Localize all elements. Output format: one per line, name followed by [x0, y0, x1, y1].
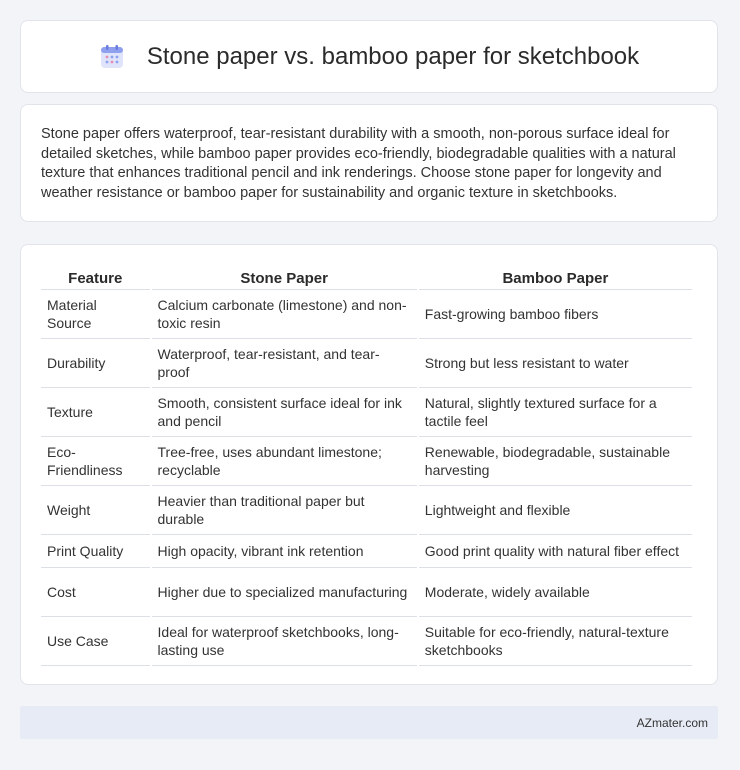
summary-text: Stone paper offers waterproof, tear-resistant durability with a smooth, non-porous surface ideal for detailed sketches, while bamboo paper provides eco-friendly, biodegradable qualities with a natural texture that enhances traditional pencil and ink renderings. Choose stone paper for longevity and weather resistance or bamboo paper for sustainability and organic texture in sketchbooks. — [41, 126, 676, 201]
stone-cell: Higher due to specialized manufacturing — [152, 568, 417, 617]
table-row — [41, 535, 692, 568]
bamboo-cell: Renewable, biodegradable, sustainable harvesting — [419, 437, 692, 486]
feature-cell: Eco-Friendliness — [41, 437, 150, 486]
table-row — [41, 339, 692, 388]
stone-cell: Smooth, consistent surface ideal for ink and pencil — [152, 388, 417, 437]
table-row — [41, 388, 692, 437]
stone-cell: Heavier than traditional paper but durable — [152, 486, 417, 535]
summary-card — [20, 104, 718, 222]
table-row — [41, 568, 692, 617]
bamboo-cell: Natural, slightly textured surface for a tactile feel — [419, 388, 692, 437]
footer-bar — [20, 706, 718, 739]
comparison-table — [39, 265, 694, 666]
header-feature: Feature — [41, 265, 150, 290]
table-row — [41, 437, 692, 486]
feature-cell: Cost — [41, 568, 150, 617]
bamboo-cell: Fast-growing bamboo fibers — [419, 290, 692, 339]
header-stone-paper: Stone Paper — [152, 265, 417, 290]
table-row — [41, 486, 692, 535]
table-row — [41, 617, 692, 666]
feature-cell: Print Quality — [41, 535, 150, 568]
header-bamboo-paper: Bamboo Paper — [419, 265, 692, 290]
bamboo-cell: Suitable for eco-friendly, natural-texture sketchbooks — [419, 617, 692, 666]
comparison-table-card — [20, 244, 718, 685]
stone-cell: High opacity, vibrant ink retention — [152, 535, 417, 568]
bamboo-cell: Strong but less resistant to water — [419, 339, 692, 388]
stone-cell: Tree-free, uses abundant limestone; recyclable — [152, 437, 417, 486]
bamboo-cell: Good print quality with natural fiber effect — [419, 535, 692, 568]
feature-cell: Texture — [41, 388, 150, 437]
title-card — [20, 20, 718, 93]
calendar-icon — [99, 44, 125, 70]
table-header-row — [41, 265, 692, 290]
bamboo-cell: Moderate, widely available — [419, 568, 692, 617]
table-row — [41, 290, 692, 339]
footer-brand[interactable]: AZmater.com — [636, 715, 708, 730]
feature-cell: Weight — [41, 486, 150, 535]
feature-cell: Use Case — [41, 617, 150, 666]
page-title: Stone paper vs. bamboo paper for sketchbook — [146, 42, 640, 70]
stone-cell: Calcium carbonate (limestone) and non-toxic resin — [152, 290, 417, 339]
feature-cell: Durability — [41, 339, 150, 388]
stone-cell: Ideal for waterproof sketchbooks, long-lasting use — [152, 617, 417, 666]
feature-cell: Material Source — [41, 290, 150, 339]
stone-cell: Waterproof, tear-resistant, and tear-proof — [152, 339, 417, 388]
bamboo-cell: Lightweight and flexible — [419, 486, 692, 535]
